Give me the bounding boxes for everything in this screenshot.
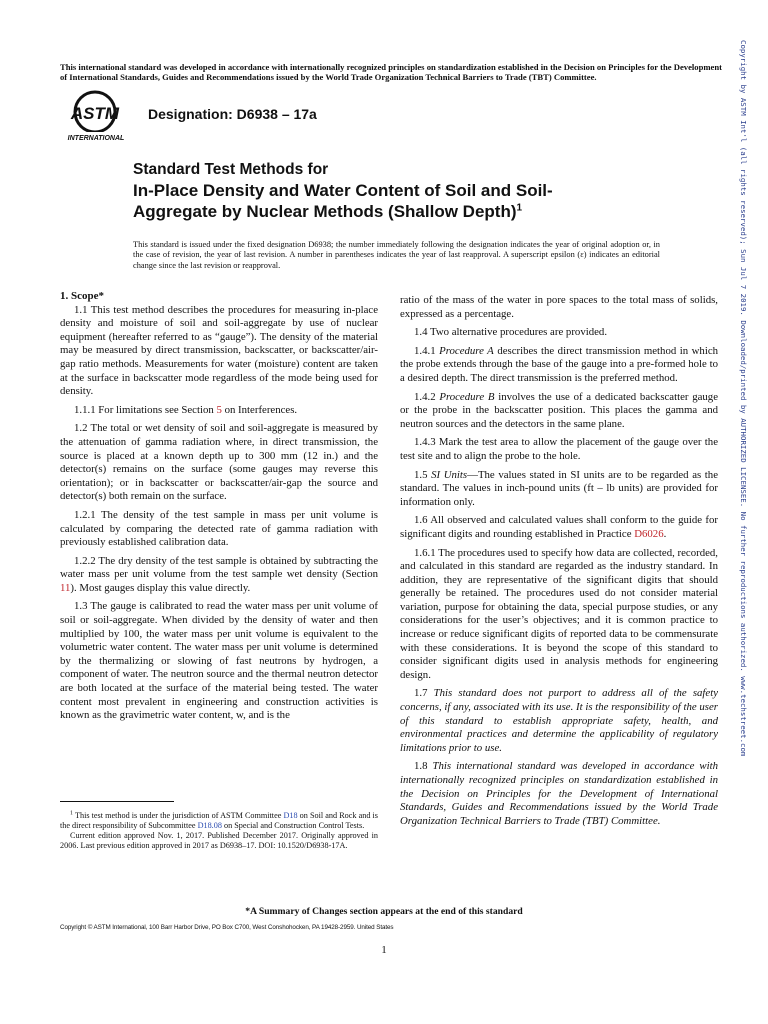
paragraph-1-6-1: 1.6.1 The procedures used to specify how data are collected, recorded, and calculated in this standard are regarded as the industry standard. In addition, they are representative of the significant digits that should generally be retained. The procedures used do not consider material variation, purpose for obtaining the data, special purpose studies, or any considerations for the user’s objectives; and it is common practice to increase or reduce significant digits of reported data to be commensurate with these considerations. It is beyond the scope of this standard to consider significant digits used in analysis methods for engineering design. — [400, 546, 718, 681]
side-license-note: Copyright by ASTM Int'l (all rights reserved); Sun Jul 7 2019. Downloaded/printed by AUTHORIZED LICENSEE. No further reproductions authorized. www.techstreet.com — [739, 40, 748, 757]
paragraph-1-5: 1.5 SI Units—The values stated in SI units are to be regarded as the standard. The values in inch-pound units (ft – lb units) are provided for information only. — [400, 468, 718, 508]
paragraph-1-4-3: 1.4.3 Mark the test area to allow the placement of the gauge over the test site and to align the probe to the hole. — [400, 436, 718, 462]
right-column — [400, 294, 718, 828]
copyright-line: Copyright © ASTM International, 100 Barr Harbor Drive, PO Box C700, West Conshohocken, PA 19428-2959. United States — [60, 924, 394, 931]
footnote-divider — [60, 801, 174, 802]
paragraph-1-4-1: 1.4.1 Procedure A describes the direct transmission method in which the probe extends through the base of the gauge into a pre-formed hole to a desired depth. The direct transmission is the preferred method. — [400, 344, 719, 384]
footnote — [60, 811, 378, 851]
paragraph-1-2: 1.2 The total or wet density of soil and soil-aggregate is measured by the attenuation of gamma radiation where, in direct transmission, the source is placed at a known depth up to 300 mm (12 in.) and the detector(s) remains on the surface (some gauges may reverse this orientation); or in backscatter or backscatter/air-gap the source and detector(s) both remain on the surface. — [60, 422, 378, 503]
section-5-link[interactable]: 5 — [216, 403, 222, 416]
designation: Designation: D6938 – 17a — [148, 106, 317, 122]
paragraph-1-4: 1.4 Two alternative procedures are provided. — [414, 326, 608, 339]
d6026-link[interactable]: D6026 — [634, 527, 664, 540]
paragraph-1-7: 1.7 This standard does not purport to address all of the safety concerns, if any, associated with its use. It is the responsibility of the user of this standard to establish appropriate safety, health, and environmental practices and determine the applicability of regulatory limitations prior to use. — [400, 687, 719, 754]
footnote-edition: Current edition approved Nov. 1, 2017. Published December 2017. Originally approved in 2006. Last previous edition approved in 2017 as D6938–17. DOI: 10.1520/D6938-17A. — [60, 831, 378, 851]
paragraph-1-2-1: 1.2.1 The density of the test sample in mass per unit volume is calculated by comparing the detected rate of gamma radiation with previously established calibration data. — [60, 508, 378, 549]
title-line-3: Aggregate by Nuclear Methods (Shallow Depth) — [133, 202, 517, 221]
section-heading-scope: 1. Scope* — [60, 290, 104, 302]
title-footnote-mark: 1 — [516, 202, 523, 214]
svg-text:INTERNATIONAL: INTERNATIONAL — [67, 135, 125, 142]
tbt-notice: This international standard was developed in accordance with internationally recognized principles on standardization established in the Decision on Principles for the Development of International Standards, Guides and Recommendations issued by the World Trade Organization Technical Barriers to Trade (TBT) Committee. — [60, 62, 722, 83]
astm-logo — [64, 88, 130, 144]
title-line-1: Standard Test Methods for — [133, 161, 329, 178]
footnote-1: $^1$ This test method is under the jurisdiction of ASTM Committee D18 on Soil and Rock and is the direct responsibility of Subcommittee D18.08 on Special and Construction Control Tests. — [60, 810, 378, 831]
section-11-link[interactable]: 11 — [60, 581, 71, 594]
d18-link[interactable]: D18 — [283, 811, 298, 820]
page-number: 1 — [381, 944, 387, 956]
paragraph-1-4-2: 1.4.2 Procedure B involves the use of a dedicated backscatter gauge or the probe in the backscatter position. This places the gamma and neutron sources and the detectors in the same plane. — [400, 390, 719, 430]
svg-text:ASTM: ASTM — [70, 104, 120, 123]
issuance-note: This standard is issued under the fixed designation D6938; the number immediately following the designation indicates the year of original adoption or, in the case of revision, the year of last revision. A number in parentheses indicates the year of last reapproval. A superscript epsilon (ε) indicates an editorial change since the last revision or reapproval. — [133, 240, 660, 270]
paragraph-1-1-1: 1.1.1 For limitations see Section 5 on Interferences. — [74, 403, 298, 416]
paragraph-1-3-continued: ratio of the mass of the water in pore spaces to the total mass of solids, expressed as a percentage. — [400, 294, 718, 320]
summary-of-changes-note: *A Summary of Changes section appears at the end of this standard — [245, 906, 523, 917]
paragraph-1-6: 1.6 All observed and calculated values shall conform to the guide for significant digits and rounding established in Practice D6026. — [400, 514, 718, 540]
document-title — [133, 160, 693, 222]
left-column — [60, 290, 378, 723]
paragraph-1-2-2: 1.2.2 The dry density of the test sample is obtained by subtracting the water mass per unit volume from the test sample wet density (Section 11). Most gauges display this value directly. — [60, 554, 378, 594]
paragraph-1-1: 1.1 This test method describes the procedures for measuring in-place density and moisture of soil and soil-aggregate by use of nuclear equipment (hereafter referred to as “gauge”). The density of the material may be measured by direct transmission, backscatter, or backscatter/air-gap ratio methods. Measurements for water (moisture) content are taken at the surface in backscatter mode regardless of the mode being used for density. — [60, 303, 378, 398]
title-line-2: In-Place Density and Water Content of Soil and Soil- — [133, 181, 553, 200]
paragraph-1-8: 1.8 This international standard was developed in accordance with internationally recognized principles on standardization established in the Decision on Principles for the Development of International Standards, Guides and Recommendations issued by the World Trade Organization Technical Barriers to Trade (TBT) Committee. — [400, 760, 718, 827]
paragraph-1-3: 1.3 The gauge is calibrated to read the water mass per unit volume of soil or soil-aggregate. When divided by the density of water and then multiplied by 100, the water mass per unit volume is equivalent to the volumetric water content. The water mass per unit volume is determined by the thermalizing or slowing of fast neutrons by hydrogen, a component of water. The neutron source and the thermal neutron detector are both located at the surface of the material being tested. The water content most prevalent in engineering and construction activities is known as the gravimetric water content, w, and is the — [60, 600, 378, 722]
d18-08-link[interactable]: D18.08 — [197, 821, 222, 831]
